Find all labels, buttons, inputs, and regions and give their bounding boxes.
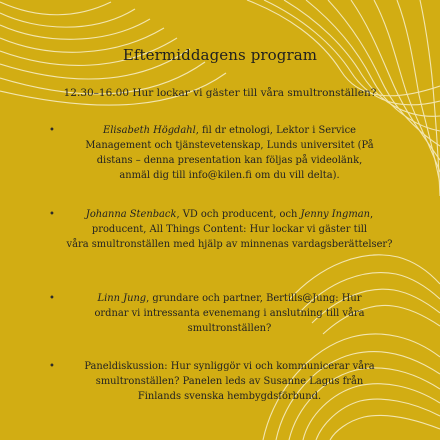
- program-item-text: , fil dr etnologi, Lektor i Service: [195, 125, 356, 136]
- program-item-2-line-1: [86, 209, 373, 220]
- program-item-text: , grundare och partner, Bertills@Jung: Hur: [146, 293, 362, 304]
- program-item-text: smultronställen?: [187, 323, 272, 335]
- program-item-text: ,: [369, 209, 374, 220]
- program-item-text: Finlands svenska hembygdsförbund.: [137, 391, 322, 403]
- page-title: Eftermiddagens program: [122, 46, 318, 64]
- program-item-text: vardagsberättelser?: [292, 239, 393, 251]
- program-item-3-line-1: [98, 293, 362, 304]
- program-item-1-line-1: [103, 125, 356, 136]
- speaker-name: Elisabeth Högdahl: [103, 125, 196, 136]
- program-item-text: anmäl dig till info@kilen.fi om du vill delta).: [119, 170, 340, 182]
- program-item-3: [57, 291, 402, 336]
- speaker-name: Linn Jung: [97, 293, 147, 304]
- program-item-text: , VD och producent, och: [176, 209, 301, 220]
- program-item-text: ordnar vi intressanta evenemang i anslutning till våra: [94, 308, 365, 320]
- bullet-icon: •: [49, 361, 55, 372]
- program-item-text: producent, All Things Content: Hur lockar vi gäster till: [91, 224, 368, 236]
- program-item-text: våra smultronställen med hjälp av minnenas: [66, 239, 289, 251]
- speaker-name: Johanna Stenback: [85, 209, 177, 220]
- program-item-text: Management och tjänstevetenskap, Lunds universitet (På: [85, 140, 374, 152]
- program-item-2: [57, 207, 402, 252]
- bullet-icon: •: [49, 125, 55, 136]
- program-item-text: Paneldiskussion: Hur synliggör vi och kommunicerar våra: [84, 361, 375, 372]
- program-item-1: [57, 123, 402, 183]
- program-subtitle: 12.30–16.00 Hur lockar vi gäster till våra smultronställen?: [63, 87, 377, 99]
- bullet-icon: •: [49, 293, 55, 304]
- speaker-name: Jenny Ingman: [300, 209, 370, 220]
- program-item-4: [57, 359, 402, 404]
- program-item-text: distans – denna presentation kan följas på videolänk,: [96, 155, 363, 167]
- program-item-text: smultronställen? Panelen leds av Susanne Lagus från: [95, 376, 364, 388]
- bullet-icon: •: [49, 209, 55, 220]
